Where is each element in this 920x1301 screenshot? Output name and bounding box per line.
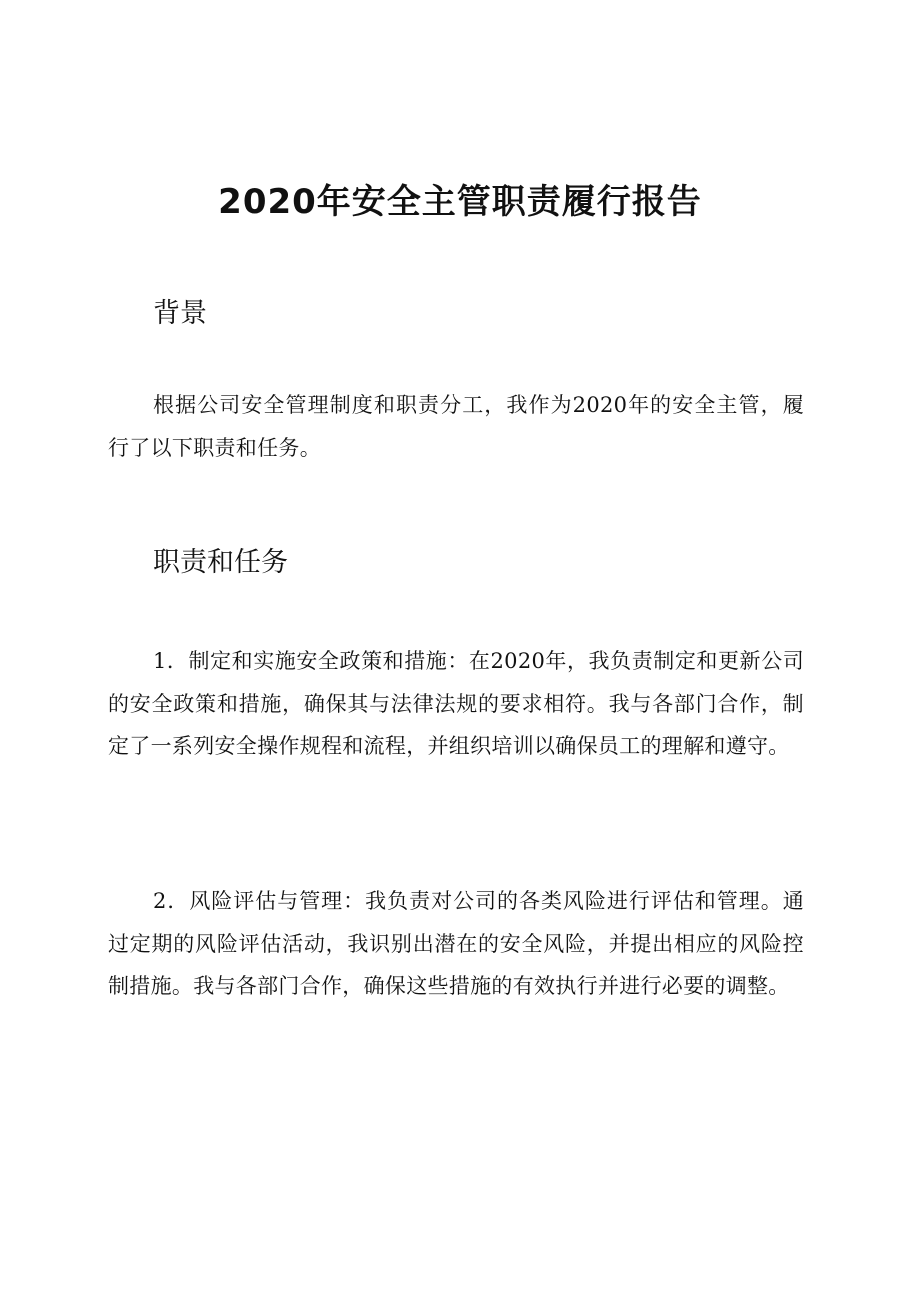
document-title: 2020年安全主管职责履行报告 [218, 182, 702, 222]
background-paragraph: 根据公司安全管理制度和职责分工，我作为2020年的安全主管，履行了以下职责和任务。 [108, 393, 804, 460]
duty-item-2-paragraph: 2．风险评估与管理：我负责对公司的各类风险进行评估和管理。通过定期的风险评估活动，我识别出潜在的安全风险，并提出相应的风险控制措施。我与各部门合作，确保这些措施的有效执行并进行必要的调整。 [108, 889, 804, 998]
section-heading-duties: 职责和任务 [153, 547, 288, 578]
section-heading-background: 背景 [153, 298, 207, 329]
duty-item-1-paragraph: 1．制定和实施安全政策和措施：在2020年，我负责制定和更新公司的安全政策和措施，确保其与法律法规的要求相符。我与各部门合作，制定了一系列安全操作规程和流程，并组织培训以确保员工的理解和遵守。 [108, 649, 804, 758]
